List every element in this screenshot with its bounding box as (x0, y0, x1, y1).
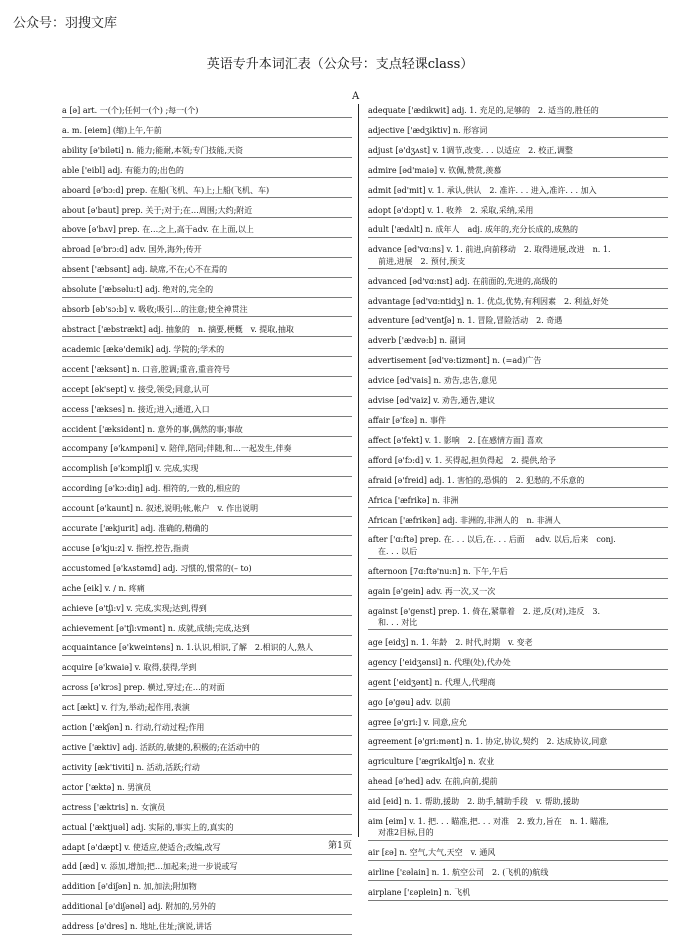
vocab-entry-line: afford [ə'fɔ:d] v. 1. 买得起,担负得起 2. 提供,给予 (368, 455, 556, 465)
vocab-entry: add [æd] v. 添加,增加;把…加起来;进一步说或写 (62, 860, 352, 874)
vocab-entry (368, 494, 668, 508)
vocab-entry-line: age [eidʒ] n. 1. 年龄 2. 时代,时期 v. 变老 (368, 637, 533, 647)
vocab-entry (368, 295, 668, 309)
vocab-entry: acquire [ə'kwaiə] v. 取得,获得,学到 (62, 661, 352, 675)
vocab-entry-continuation: 对准2目标,目的 (378, 828, 434, 838)
right-column (368, 104, 668, 906)
vocab-entry-line: advertisement [əd'və:tizmənt] n. (=ad)广告 (368, 356, 542, 366)
vocab-entry (368, 454, 668, 468)
vocab-entry (368, 334, 668, 348)
vocab-entry (368, 314, 668, 328)
vocab-entry: accurate ['ækjurit] adj. 准确的,精确的 (62, 522, 352, 536)
vocab-entry-line: agent ['eidʒənt] n. 代理人,代理商 (368, 677, 496, 687)
vocab-entry: according [ə'kɔ:diŋ] adj. 相符的,一致的,相应的 (62, 482, 352, 496)
column-divider (358, 104, 359, 837)
vocab-entry (368, 735, 668, 749)
vocab-entry: accomplish [ə'kɔmpliʃ] v. 完成,实现 (62, 462, 352, 476)
vocab-entry-line: advantage [əd'vɑ:ntidʒ] n. 1. 优点,优势,有利因素 2. 利益,好处 (368, 296, 609, 306)
vocab-entry-line: adjust [ə'dʒʌst] v. 1调节,改变. . . 以适应 2. 校正,调整 (368, 145, 573, 155)
vocab-entry-line: airline ['ɛəlain] n. 1. 航空公司 2. (飞机的)航线 (368, 868, 549, 878)
vocab-entry (368, 605, 668, 631)
vocab-entry: actress ['æktris] n. 女演员 (62, 801, 352, 815)
vocab-entry-line: after ['ɑ:ftə] prep. 在. . . 以后,在. . . 后面 adv. 以后,后来 conj. (368, 535, 616, 545)
vocab-entry-continuation: 在. . . 以后 (378, 546, 418, 556)
vocab-entry-line: adjective ['ædʒiktiv] n. 形容词 (368, 125, 488, 135)
page-title: 英语专升本词汇表（公众号：支点轻课class） (206, 57, 474, 72)
vocab-entry-line: affect [ə'fekt] v. 1. 影响 2. [在感情方面] 喜欢 (368, 435, 543, 445)
vocab-entry-line: Africa ['æfrikə] n. 非洲 (368, 495, 459, 505)
vocab-entry: absorb [əb'sɔ:b] v. 吸收;吸引…的注意;使全神贯注 (62, 303, 352, 317)
vocab-entry-line: afternoon [7ɑ:ftə'nu:n] n. 下午,午后 (368, 566, 508, 576)
vocab-entry-line: agree [ə'gri:] v. 同意,应允 (368, 717, 467, 727)
vocab-entry: ache [eik] v. / n. 疼痛 (62, 582, 352, 596)
vocab-entry: abstract ['æbstrækt] adj. 抽象的 n. 摘要,梗概 v. 提取,抽取 (62, 323, 352, 337)
vocab-entry: academic [ækə'demik] adj. 学院的;学术的 (62, 343, 352, 357)
vocab-entry: actor ['æktə] n. 男演员 (62, 781, 352, 795)
vocab-entry (368, 414, 668, 428)
vocab-entry-line: advice [əd'vais] n. 劝告,忠告,意见 (368, 376, 497, 386)
vocab-entry: additional [ə'diʃənəl] adj. 附加的,另外的 (62, 900, 352, 914)
vocab-entry (368, 585, 668, 599)
vocab-entry: accustomed [ə'kʌstəmd] adj. 习惯的,惯常的(– to) (62, 562, 352, 576)
vocab-entry (368, 104, 668, 118)
vocab-entry (368, 775, 668, 789)
vocab-entry: adapt [ə'dæpt] v. 使适应,使适合;改编,改写 (62, 841, 352, 855)
page-number: 第1页 (328, 841, 352, 851)
left-column (62, 104, 352, 940)
vocab-entry: above [ə'bʌv] prep. 在…之上,高于adv. 在上面,以上 (62, 223, 352, 237)
vocab-entry (368, 514, 668, 528)
vocab-entry (368, 354, 668, 368)
vocab-entry (368, 636, 668, 650)
vocab-entry (368, 474, 668, 488)
vocab-entry-line: adventure [əd'ventʃə] n. 1. 冒险,冒险活动 2. 奇遇 (368, 316, 563, 326)
vocab-entry (368, 755, 668, 769)
vocab-entry-line: agriculture ['ægrikʌltʃə] n. 农业 (368, 757, 495, 767)
vocab-entry: access ['ækses] n. 接近;进入;通道,入口 (62, 403, 352, 417)
vocab-entry-line: again [ə'gein] adv. 再一次,又一次 (368, 586, 496, 596)
vocab-entry: accident ['æksidənt] n. 意外的事,偶然的事;事故 (62, 423, 352, 437)
vocab-entry-line: adequate ['ædikwit] adj. 1. 充足的,足够的 2. 适当的,胜任的 (368, 106, 599, 115)
vocab-entry-line: admit [əd'mit] v. 1. 承认,供认 2. 准许. . . 进入,准许. . . 加入 (368, 185, 597, 195)
vocab-entry-line: adopt [ə'dɔpt] v. 1. 收养 2. 采取,采纳,采用 (368, 205, 534, 215)
vocab-entry-line: air [ɛə] n. 空气,大气,天空 v. 通风 (368, 848, 496, 858)
vocab-entry (368, 394, 668, 408)
vocab-entry: account [ə'kaunt] n. 叙述,说明;帐,帐户 v. 作出说明 (62, 502, 352, 516)
vocab-entry (368, 144, 668, 158)
vocab-entry: able ['eibl] adj. 有能力的;出色的 (62, 164, 352, 178)
vocab-entry-line: airplane ['ɛəplein] n. 飞机 (368, 888, 471, 898)
vocab-entry-line: agency ['eidʒənsi] n. 代理(处),代办处 (368, 657, 511, 667)
vocab-entry: absent ['æbsənt] adj. 缺席,不在;心不在焉的 (62, 263, 352, 277)
vocab-entry: action ['ækʃən] n. 行动,行动过程;作用 (62, 721, 352, 735)
vocab-entry: about [ə'baut] prep. 关于;对于;在…周围;大约;附近 (62, 204, 352, 218)
vocab-entry-line: advise [əd'vaiz] v. 劝告,通告,建议 (368, 396, 495, 406)
vocab-entry: accuse [ə'kju:z] v. 指控,控告,指责 (62, 542, 352, 556)
letter-heading: A (352, 91, 360, 102)
vocab-entry (368, 696, 668, 710)
vocab-entry-line: adult ['ædʌlt] n. 成年人 adj. 成年的,充分长成的,成熟的 (368, 225, 579, 235)
vocab-entry (368, 795, 668, 809)
vocab-entry: activity [æk'tiviti] n. 活动,活跃;行动 (62, 761, 352, 775)
vocab-entry: addition [ə'diʃən] n. 加,加法;附加物 (62, 880, 352, 894)
vocab-entry (368, 243, 668, 269)
vocab-entry: active ['æktiv] adj. 活跃的,敏捷的,积极的;在活动中的 (62, 741, 352, 755)
vocab-entry: accent ['æksənt] n. 口音,腔调;重音,重音符号 (62, 363, 352, 377)
vocab-entry (368, 656, 668, 670)
vocab-entry: across [ə'krɔs] prep. 横过,穿过;在…的对面 (62, 681, 352, 695)
vocab-entry: achieve [ə'tʃi:v] v. 完成,实现;达到,得到 (62, 602, 352, 616)
vocab-entry: achievement [ə'tʃi:vmənt] n. 成就,成绩;完成,达到 (62, 622, 352, 636)
vocab-entry (368, 866, 668, 880)
vocab-entry-line: against [ə'genst] prep. 1. 倚在,紧靠着 2. 逆,反(对),违反 3. (368, 606, 601, 616)
vocab-entry (368, 223, 668, 237)
vocab-entry-line: adverb ['ædvə:b] n. 副词 (368, 336, 466, 346)
vocab-entry (368, 275, 668, 289)
vocab-entry: accept [ək'sept] v. 接受,领受;同意,认可 (62, 383, 352, 397)
vocab-entry (368, 815, 668, 841)
vocab-entry (368, 676, 668, 690)
vocab-entry-line: advanced [əd'vɑ:nst] adj. 在前面的,先进的,高级的 (368, 276, 558, 286)
vocab-entry: abroad [ə'brɔ:d] adv. 国外,海外;传开 (62, 243, 352, 257)
vocab-entry: absolute ['æbsəlu:t] adj. 绝对的,完全的 (62, 283, 352, 297)
vocab-entry (368, 886, 668, 900)
vocab-entry: accompany [ə'kʌmpəni] v. 陪伴,陪同;伴随,和…一起发生,伴奏 (62, 442, 352, 456)
vocab-entry: acquaintance [ə'kweintəns] n. 1.认识,相识,了解 2.相识的人,熟人 (62, 641, 352, 655)
vocab-entry: act [ækt] v. 行为,举动;起作用,表演 (62, 701, 352, 715)
vocab-entry-line: agreement [ə'gri:mənt] n. 1. 协定,协议,契约 2. 达成协议,同意 (368, 737, 608, 747)
vocab-entry: actual ['æktjuəl] adj. 实际的,事实上的,真实的 (62, 821, 352, 835)
vocab-entry (368, 184, 668, 198)
vocab-entry (368, 565, 668, 579)
vocab-entry-line: aim [eim] v. 1. 把. . . 瞄准,把. . . 对准 2. 致力,旨在 n. 1. 瞄准, (368, 817, 609, 827)
vocab-entry-line: ago [ə'gəu] adv. 以前 (368, 697, 451, 707)
vocab-entry (368, 716, 668, 730)
vocab-entry: ability [ə'biləti] n. 能力;能耐,本领;专门技能,天资 (62, 144, 352, 158)
vocab-entry (368, 124, 668, 138)
vocab-entry (368, 374, 668, 388)
vocab-entry (368, 434, 668, 448)
watermark: 公众号：羽搜文库 (13, 16, 118, 31)
vocab-entry (368, 533, 668, 559)
vocab-entry (368, 164, 668, 178)
vocab-entry-line: advance [əd'vɑ:ns] v. 1. 前进,向前移动 2. 取得进展,改进 n. 1. (368, 245, 611, 255)
vocab-entry-line: African ['æfrikən] adj. 非洲的,非洲人的 n. 非洲人 (368, 515, 561, 525)
vocab-entry: a [ə] art. 一(个);任何一(个) ;每一(个) (62, 104, 352, 118)
vocab-entry-line: aid [eid] n. 1. 帮助,援助 2. 助手,辅助手段 v. 帮助,援助 (368, 797, 580, 807)
vocab-entry-line: affair [ə'fɛə] n. 事件 (368, 416, 446, 425)
vocab-entry-continuation: 和. . . 对比 (378, 617, 418, 627)
vocab-entry: aboard [ə'bɔ:d] prep. 在船(飞机、车)上;上船(飞机、车) (62, 184, 352, 198)
vocab-entry-continuation: 前进,进展 2. 预付,预支 (378, 256, 466, 266)
vocab-entry-line: ahead [ə'hed] adv. 在前,向前,提前 (368, 777, 498, 787)
vocab-entry (368, 204, 668, 218)
vocab-entry: a. m. [eiem] (缩)上午,午前 (62, 124, 352, 138)
vocab-entry-line: admire [əd'maiə] v. 钦佩,赞赏,羡慕 (368, 165, 502, 175)
vocab-entry-line: afraid [ə'freid] adj. 1. 害怕的,恐惧的 2. 犯愁的,不乐意的 (368, 475, 585, 485)
vocab-entry: address [ə'dres] n. 地址,住址;演说,讲话 (62, 920, 352, 934)
